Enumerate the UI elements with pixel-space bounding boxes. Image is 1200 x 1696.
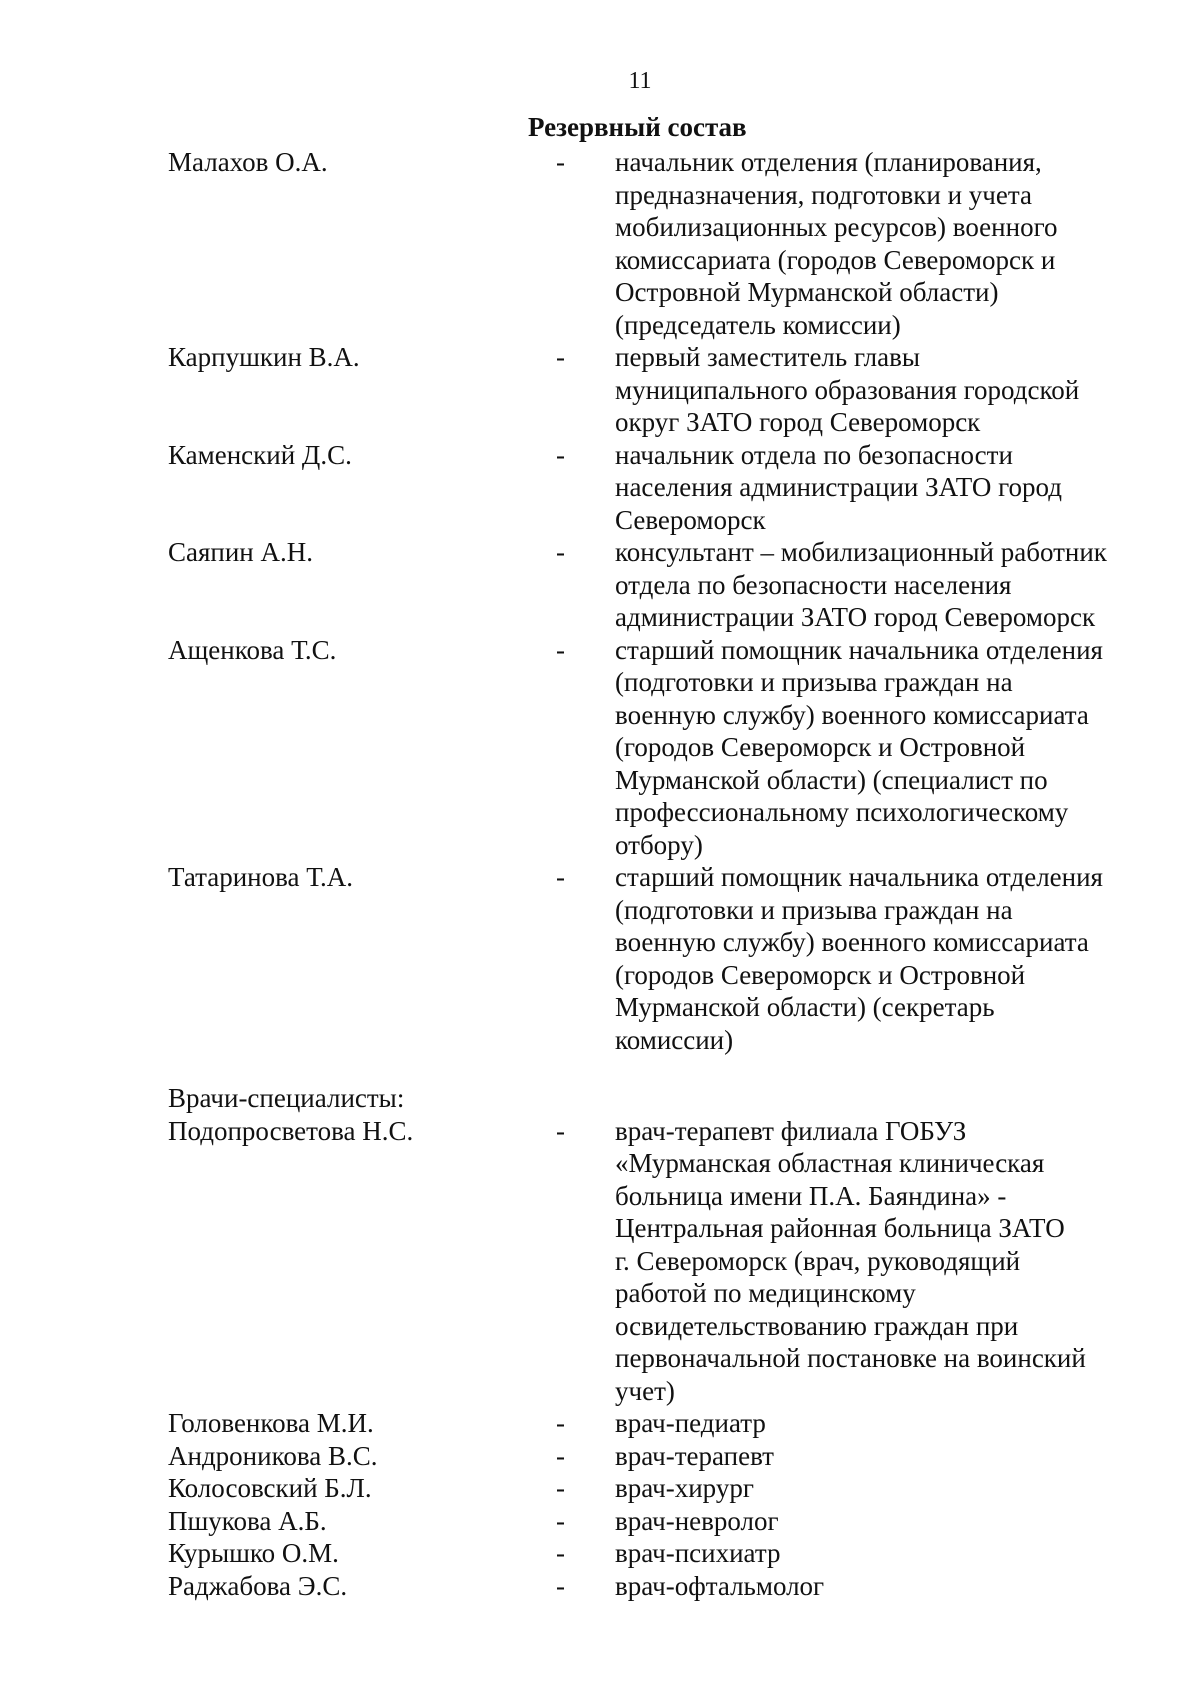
doctor-role: врач-терапевт филиала ГОБУЗ «Мурманская областная клиническая больница имени П.А. Баяндина» - Центральная районная больница ЗАТО г. Североморск (врач, руководящий работой по медицинскому освидетельствованию граждан при первоначальной постановке на воинский учет) bbox=[615, 1115, 1086, 1406]
member-name: Татаринова Т.А. bbox=[168, 862, 354, 892]
member-entry bbox=[168, 634, 1158, 862]
member-name: Ащенкова Т.С. bbox=[168, 634, 337, 665]
page-number: 11 bbox=[628, 68, 652, 94]
member-role: начальник отделения (планирования, предназначения, подготовки и учета мобилизационных ресурсов) военного комиссариата (городов Североморск и Островной Мурманской области) (председатель комиссии) bbox=[615, 147, 1058, 340]
dash-separator: - bbox=[556, 862, 565, 892]
member-entry bbox=[168, 536, 1158, 634]
member-role: консультант – мобилизационный работник отдела по безопасности населения администрации ЗАТО город Североморск bbox=[615, 537, 1107, 632]
doctor-role: врач-психиатр bbox=[615, 1538, 781, 1568]
dash-separator: - bbox=[556, 1473, 565, 1503]
dash-separator: - bbox=[556, 1115, 565, 1146]
member-role: старший помощник начальника отделения (подготовки и призыва граждан на военную службу) военного комиссариата (городов Североморск и Островной Мурманской области) (секретарь комиссии) bbox=[615, 862, 1103, 1055]
dash-separator: - bbox=[556, 634, 565, 665]
doctor-name: Пшукова А.Б. bbox=[168, 1505, 327, 1536]
doctor-role: врач-офтальмолог bbox=[615, 1570, 825, 1601]
doctor-role: врач-педиатр bbox=[615, 1408, 766, 1438]
doctor-name: Подопросветова Н.С. bbox=[168, 1115, 414, 1146]
member-entry bbox=[168, 146, 1158, 341]
doctor-role: врач-хирург bbox=[615, 1473, 754, 1503]
dash-separator: - bbox=[556, 147, 565, 177]
doctor-entry bbox=[168, 1115, 1158, 1408]
dash-separator: - bbox=[556, 1570, 565, 1601]
member-entry bbox=[168, 439, 1158, 537]
dash-separator: - bbox=[556, 342, 565, 372]
member-entry bbox=[168, 861, 1158, 1056]
doctor-name: Колосовский Б.Л. bbox=[168, 1473, 372, 1503]
doctor-name: Андроникова В.С. bbox=[168, 1440, 378, 1471]
member-name: Саяпин А.Н. bbox=[168, 537, 314, 567]
doctors-heading: Врачи-специалисты: bbox=[168, 1083, 405, 1113]
dash-separator: - bbox=[556, 537, 565, 567]
member-name: Каменский Д.С. bbox=[168, 439, 352, 470]
doctor-entry bbox=[168, 1537, 1158, 1570]
dash-separator: - bbox=[556, 1505, 565, 1536]
doctor-name: Головенкова М.И. bbox=[168, 1408, 374, 1438]
dash-separator: - bbox=[556, 1440, 565, 1471]
dash-separator: - bbox=[556, 1538, 565, 1568]
commission-list bbox=[168, 146, 1158, 1602]
doctor-name: Курышко О.М. bbox=[168, 1538, 339, 1568]
doctor-role: врач-невролог bbox=[615, 1505, 779, 1536]
dash-separator: - bbox=[556, 439, 565, 470]
section-title: Резервный состав bbox=[528, 112, 747, 142]
member-role: первый заместитель главы муниципального образования городской округ ЗАТО город Североморск bbox=[615, 342, 1080, 437]
member-name: Карпушкин В.А. bbox=[168, 342, 360, 372]
doctor-entry bbox=[168, 1570, 1158, 1603]
dash-separator: - bbox=[556, 1408, 565, 1438]
doctor-entry bbox=[168, 1407, 1158, 1440]
member-entry bbox=[168, 341, 1158, 439]
doctor-entry bbox=[168, 1440, 1158, 1473]
member-name: Малахов О.А. bbox=[168, 147, 328, 177]
doctor-name: Раджабова Э.С. bbox=[168, 1570, 348, 1601]
member-role: начальник отдела по безопасности населения администрации ЗАТО город Североморск bbox=[615, 439, 1063, 535]
doctor-entry bbox=[168, 1505, 1158, 1538]
doctor-entry bbox=[168, 1472, 1158, 1505]
member-role: старший помощник начальника отделения (подготовки и призыва граждан на военную службу) военного комиссариата (городов Североморск и Островной Мурманской области) (специалист по профессиональному психологическому отбору) bbox=[615, 634, 1103, 860]
doctor-role: врач-терапевт bbox=[615, 1440, 774, 1471]
